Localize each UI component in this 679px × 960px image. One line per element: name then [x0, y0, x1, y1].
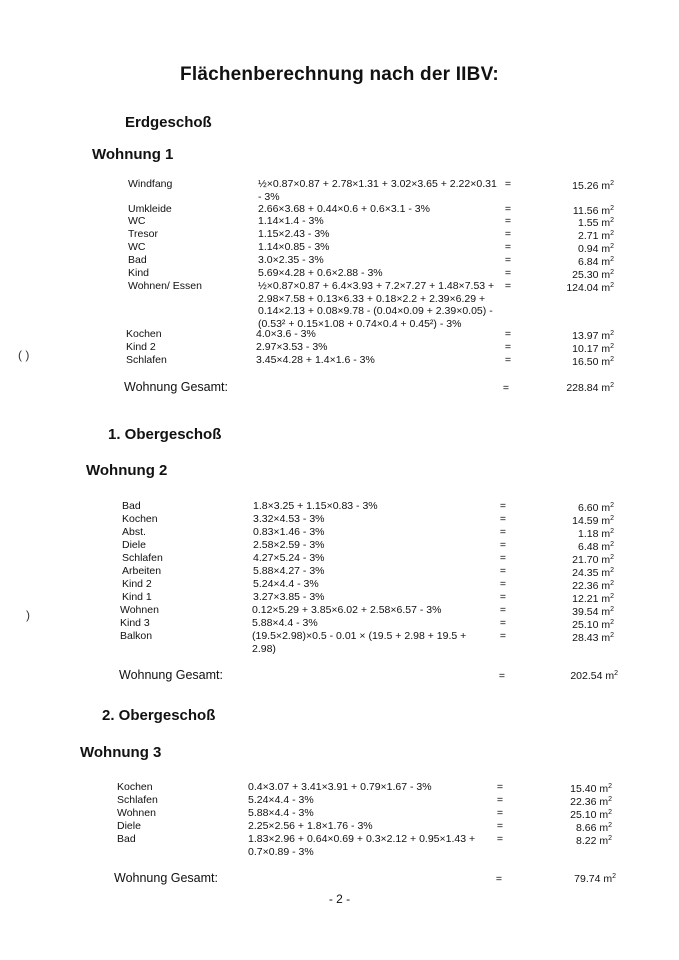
room-name: Schlafen — [117, 794, 158, 806]
room-area: 39.54 $m^2$ — [572, 606, 614, 618]
room-formula: 1.14×0.85 - 3% — [258, 241, 330, 253]
equals-sign: = — [502, 382, 510, 394]
room-formula: 3.27×3.85 - 3% — [253, 591, 325, 603]
room-formula: 1.83×2.96 + 0.64×0.69 + 0.3×2.12 + 0.95×1.43 + 0.7×0.89 - 3% — [248, 833, 476, 858]
room-area: 0.94 $m^2$ — [577, 243, 614, 255]
room-formula: 3.45×4.28 + 1.4×1.6 - 3% — [256, 354, 375, 366]
equals-sign: = — [504, 341, 512, 353]
room-area: 25.10 $m^2$ — [572, 619, 614, 631]
floor-heading: 2. Obergeschoß — [102, 707, 216, 724]
equals-sign: = — [498, 670, 506, 682]
room-area: 15.26 $m^2$ — [572, 180, 614, 192]
room-formula: 4.0×3.6 - 3% — [256, 328, 316, 340]
equals-sign: = — [496, 794, 504, 806]
equals-sign: = — [499, 513, 507, 525]
equals-sign: = — [504, 203, 512, 215]
room-area: 6.60 $m^2$ — [577, 502, 614, 514]
room-name: Wohnen/ Essen — [128, 280, 202, 292]
equals-sign: = — [504, 254, 512, 266]
floor-heading: Erdgeschoß — [125, 114, 212, 131]
room-area: 22.36 $m^2$ — [572, 580, 614, 592]
room-formula: ½×0.87×0.87 + 2.78×1.31 + 3.02×3.65 + 2.22×0.31 - 3% — [258, 178, 497, 203]
room-area: 15.40 $m^2$ — [570, 783, 612, 795]
room-formula: 2.58×2.59 - 3% — [253, 539, 325, 551]
room-name: Abst. — [122, 526, 146, 538]
room-area: 25.10 $m^2$ — [570, 809, 612, 821]
room-name: Diele — [117, 820, 141, 832]
apartment-heading: Wohnung 3 — [80, 744, 162, 761]
room-name: WC — [128, 241, 146, 253]
room-name: Kind 2 — [122, 578, 152, 590]
room-name: Wohnen — [117, 807, 156, 819]
room-formula: 0.83×1.46 - 3% — [253, 526, 325, 538]
room-formula: 3.0×2.35 - 3% — [258, 254, 324, 266]
room-name: Umkleide — [128, 203, 172, 215]
room-name: Arbeiten — [122, 565, 162, 577]
room-name: Bad — [122, 500, 141, 512]
room-name: Kochen — [122, 513, 158, 525]
room-name: WC — [128, 215, 146, 227]
room-area: 6.48 $m^2$ — [577, 541, 614, 553]
equals-sign: = — [499, 500, 507, 512]
equals-sign: = — [499, 565, 507, 577]
room-area: 13.97 $m^2$ — [572, 330, 614, 342]
total-label: Wohnung Gesamt: — [124, 380, 228, 394]
room-area: 25.30 $m^2$ — [572, 269, 614, 281]
equals-sign: = — [504, 228, 512, 240]
total-label: Wohnung Gesamt: — [119, 668, 223, 682]
equals-sign: = — [504, 215, 512, 227]
equals-sign: = — [499, 604, 507, 616]
total-area: 202.54 $m^2$ — [570, 670, 618, 682]
room-formula: 5.88×4.4 - 3% — [252, 617, 318, 629]
room-area: 14.59 $m^2$ — [572, 515, 614, 527]
equals-sign: = — [504, 328, 512, 340]
room-name: Kochen — [126, 328, 162, 340]
equals-sign: = — [496, 807, 504, 819]
scan-mark: ) — [26, 608, 30, 622]
room-formula: 5.69×4.28 + 0.6×2.88 - 3% — [258, 267, 383, 279]
room-formula: 2.66×3.68 + 0.44×0.6 + 0.6×3.1 - 3% — [258, 203, 430, 215]
room-area: 1.18 $m^2$ — [577, 528, 614, 540]
room-area: 1.55 $m^2$ — [577, 217, 614, 229]
room-area: 6.84 $m^2$ — [577, 256, 614, 268]
apartment-heading: Wohnung 2 — [86, 462, 168, 479]
equals-sign: = — [504, 241, 512, 253]
room-area: 11.56 $m^2$ — [572, 205, 614, 217]
room-area: 22.36 $m^2$ — [570, 796, 612, 808]
room-name: Kind 2 — [126, 341, 156, 353]
apartment-heading: Wohnung 1 — [92, 146, 174, 163]
equals-sign: = — [504, 267, 512, 279]
equals-sign: = — [499, 630, 507, 642]
equals-sign: = — [499, 539, 507, 551]
room-area: 24.35 $m^2$ — [572, 567, 614, 579]
room-name: Schlafen — [122, 552, 163, 564]
room-formula: 5.88×4.27 - 3% — [253, 565, 325, 577]
room-formula: 1.15×2.43 - 3% — [258, 228, 330, 240]
room-name: Tresor — [128, 228, 158, 240]
room-formula: ½×0.87×0.87 + 6.4×3.93 + 7.2×7.27 + 1.48×7.53 + 2.98×7.58 + 0.13×6.33 + 0.18×2.2 + 2.39×6.29 + 0.14×2.13 + 0.08×9.78 - (0.04×0.09 + 2.39×0.05) - (0.53² + 0.15×1.08 + 0.74×0.4 + 0.45²) - 3% — [258, 280, 495, 330]
equals-sign: = — [499, 617, 507, 629]
room-formula: 5.24×4.4 - 3% — [248, 794, 314, 806]
equals-sign: = — [499, 526, 507, 538]
room-name: Bad — [117, 833, 136, 845]
room-name: Windfang — [128, 178, 173, 190]
room-formula: 3.32×4.53 - 3% — [253, 513, 325, 525]
equals-sign: = — [504, 354, 512, 366]
total-area: 79.74 $m^2$ — [574, 873, 616, 885]
room-formula: 5.24×4.4 - 3% — [253, 578, 319, 590]
room-area: 16.50 $m^2$ — [572, 356, 614, 368]
equals-sign: = — [495, 873, 503, 885]
total-label: Wohnung Gesamt: — [114, 871, 218, 885]
room-formula: 2.97×3.53 - 3% — [256, 341, 328, 353]
room-area: 10.17 $m^2$ — [572, 343, 614, 355]
room-formula: 1.8×3.25 + 1.15×0.83 - 3% — [253, 500, 378, 512]
floor-heading: 1. Obergeschoß — [108, 426, 222, 443]
room-name: Kind 1 — [122, 591, 152, 603]
room-formula: (19.5×2.98)×0.5 - 0.01 × (19.5 + 2.98 + 19.5 + 2.98) — [252, 630, 467, 655]
room-formula: 4.27×5.24 - 3% — [253, 552, 325, 564]
total-area: 228.84 $m^2$ — [566, 382, 614, 394]
room-area: 21.70 $m^2$ — [572, 554, 614, 566]
room-formula: 0.4×3.07 + 3.41×3.91 + 0.79×1.67 - 3% — [248, 781, 432, 793]
page-title: Flächenberechnung nach der IIBV: — [180, 64, 499, 85]
room-area: 28.43 $m^2$ — [572, 632, 614, 644]
page-number: - 2 - — [328, 892, 351, 906]
equals-sign: = — [496, 781, 504, 793]
room-area: 124.04 $m^2$ — [566, 282, 614, 294]
room-name: Wohnen — [120, 604, 159, 616]
room-name: Diele — [122, 539, 146, 551]
room-formula: 2.25×2.56 + 1.8×1.76 - 3% — [248, 820, 373, 832]
room-formula: 5.88×4.4 - 3% — [248, 807, 314, 819]
equals-sign: = — [499, 591, 507, 603]
equals-sign: = — [499, 552, 507, 564]
room-area: 2.71 $m^2$ — [577, 230, 614, 242]
scan-mark: ( ) — [18, 348, 30, 362]
room-name: Balkon — [120, 630, 153, 642]
equals-sign: = — [499, 578, 507, 590]
room-area: 12.21 $m^2$ — [572, 593, 614, 605]
equals-sign: = — [504, 280, 512, 292]
equals-sign: = — [496, 820, 504, 832]
room-name: Schlafen — [126, 354, 167, 366]
room-name: Kochen — [117, 781, 153, 793]
room-name: Kind 3 — [120, 617, 150, 629]
room-area: 8.66 $m^2$ — [575, 822, 612, 834]
room-name: Bad — [128, 254, 147, 266]
room-formula: 1.14×1.4 - 3% — [258, 215, 324, 227]
room-formula: 0.12×5.29 + 3.85×6.02 + 2.58×6.57 - 3% — [252, 604, 442, 616]
equals-sign: = — [504, 178, 512, 190]
room-area: 8.22 $m^2$ — [575, 835, 612, 847]
equals-sign: = — [496, 833, 504, 845]
room-name: Kind — [128, 267, 150, 279]
